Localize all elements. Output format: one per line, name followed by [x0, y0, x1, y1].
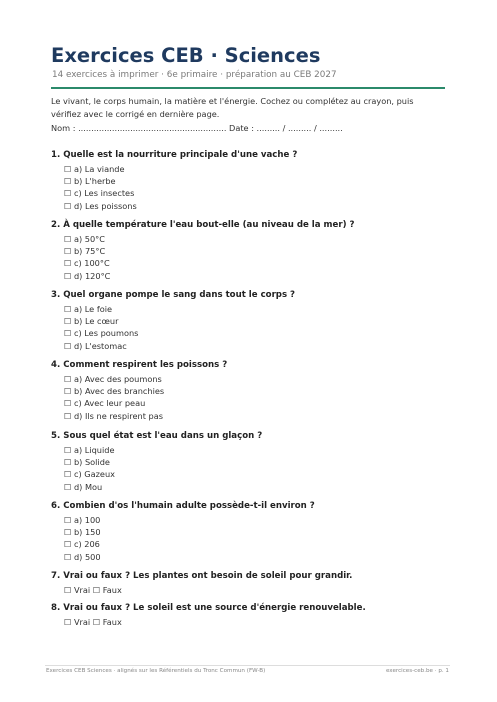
option-label: d) Ils ne respirent pas: [73, 410, 163, 421]
option-item[interactable]: [64, 514, 445, 526]
checkbox-icon[interactable]: ☐: [64, 200, 72, 211]
option-item[interactable]: [64, 245, 445, 257]
checkbox-icon[interactable]: ☐: [64, 386, 72, 397]
title-divider: [51, 87, 445, 89]
option-label: a) La viande: [73, 164, 125, 174]
checkbox-icon[interactable]: ☐: [64, 527, 72, 538]
checkbox-icon[interactable]: ☐: [64, 164, 72, 174]
question-text: [51, 150, 445, 161]
question-text: [51, 220, 445, 231]
options-list: [51, 373, 445, 422]
option-label: a) 50°C: [73, 234, 105, 244]
option-item[interactable]: [64, 397, 445, 409]
checkbox-icon[interactable]: ☐: [64, 585, 72, 595]
question-number: 7.: [51, 571, 61, 581]
question-4: [51, 360, 445, 422]
option-item[interactable]: [64, 538, 445, 550]
question-number: 4.: [51, 360, 61, 370]
true-label: Vrai: [73, 617, 91, 627]
option-item[interactable]: [64, 468, 445, 480]
checkbox-icon[interactable]: ☐: [64, 258, 72, 269]
footer-source: Exercices CEB Sciences · alignés sur les Référentiels du Tronc Commun (FW-B): [46, 668, 266, 674]
intro-text: Le vivant, le corps humain, la matière et l'énergie. Cochez ou complétez au crayon, puis vérifiez avec le corrigé en dernière page.: [51, 96, 414, 119]
question-label: Vrai ou faux ? Les plantes ont besoin de soleil pour grandir.: [63, 571, 353, 581]
question-8: [51, 603, 445, 628]
question-5: [51, 431, 445, 493]
options-list: [51, 163, 445, 212]
option-label: b) L'herbe: [73, 176, 116, 187]
option-label: c) 100°C: [73, 258, 110, 269]
checkbox-icon[interactable]: ☐: [64, 617, 72, 627]
checkbox-icon[interactable]: ☐: [92, 617, 101, 627]
option-item[interactable]: [64, 340, 445, 352]
option-label: c) Les poumons: [73, 328, 139, 339]
checkbox-icon[interactable]: ☐: [64, 445, 72, 455]
option-item[interactable]: [64, 385, 445, 397]
checkbox-icon[interactable]: ☐: [64, 481, 72, 492]
true-false-options: [51, 616, 445, 628]
checkbox-icon[interactable]: ☐: [64, 328, 72, 339]
page-subtitle: 14 exercices à imprimer · 6e primaire · préparation au CEB 2027: [52, 70, 337, 80]
question-6: [51, 501, 445, 563]
question-3: [51, 290, 445, 352]
question-2: [51, 220, 445, 282]
checkbox-icon[interactable]: ☐: [64, 457, 72, 468]
option-label: b) Avec des branchies: [73, 386, 165, 397]
checkbox-icon[interactable]: ☐: [64, 469, 72, 480]
option-item[interactable]: [64, 327, 445, 339]
question-number: 1.: [51, 150, 61, 160]
option-label: d) 500: [73, 551, 101, 562]
true-label: Vrai: [73, 585, 91, 595]
options-list: [51, 514, 445, 563]
true-option[interactable]: [64, 617, 90, 627]
false-option[interactable]: [93, 585, 122, 595]
checkbox-icon[interactable]: ☐: [64, 176, 72, 187]
option-label: d) Les poissons: [73, 200, 137, 211]
option-label: b) Solide: [73, 457, 110, 468]
option-label: a) Liquide: [73, 445, 115, 455]
option-label: c) Avec leur peau: [73, 398, 146, 409]
false-label: Faux: [102, 617, 122, 627]
checkbox-icon[interactable]: ☐: [64, 340, 72, 351]
option-item[interactable]: [64, 257, 445, 269]
question-text: [51, 501, 445, 512]
checkbox-icon[interactable]: ☐: [64, 188, 72, 199]
option-item[interactable]: [64, 481, 445, 493]
option-item[interactable]: [64, 163, 445, 175]
option-label: d) 120°C: [73, 270, 111, 281]
question-number: 5.: [51, 431, 61, 441]
checkbox-icon[interactable]: ☐: [64, 539, 72, 550]
question-number: 6.: [51, 501, 61, 511]
option-label: a) Avec des poumons: [73, 374, 162, 384]
question-number: 8.: [51, 603, 61, 613]
options-list: [51, 233, 445, 282]
question-label: Vrai ou faux ? Le soleil est une source d'énergie renouvelable.: [63, 603, 366, 613]
question-text: [51, 290, 445, 301]
option-label: d) L'estomac: [73, 340, 127, 351]
checkbox-icon[interactable]: ☐: [64, 374, 72, 384]
question-text: [51, 431, 445, 442]
question-label: Quelle est la nourriture principale d'une vache ?: [63, 150, 298, 160]
checkbox-icon[interactable]: ☐: [64, 246, 72, 257]
option-label: c) Gazeux: [73, 469, 115, 480]
option-item[interactable]: [64, 200, 445, 212]
option-item[interactable]: [64, 233, 445, 245]
false-label: Faux: [102, 585, 122, 595]
footer-page-number: exercices-ceb.be · p. 1: [385, 668, 449, 674]
option-label: a) Le foie: [73, 304, 113, 314]
checkbox-icon[interactable]: ☐: [92, 585, 101, 595]
question-1: [51, 150, 445, 212]
option-label: b) 75°C: [73, 246, 106, 257]
question-label: Sous quel état est l'eau dans un glaçon ?: [63, 431, 263, 441]
checkbox-icon[interactable]: ☐: [64, 234, 72, 244]
option-item[interactable]: [64, 315, 445, 327]
checkbox-icon[interactable]: ☐: [64, 551, 72, 562]
question-label: Comment respirent les poissons ?: [63, 360, 228, 370]
question-text: [51, 571, 445, 582]
option-item[interactable]: [64, 373, 445, 385]
option-item[interactable]: [64, 303, 445, 315]
option-item[interactable]: [64, 526, 445, 538]
checkbox-icon[interactable]: ☐: [64, 515, 72, 525]
question-text: [51, 360, 445, 371]
question-7: [51, 571, 445, 596]
option-item[interactable]: [64, 175, 445, 187]
option-item[interactable]: [64, 456, 445, 468]
question-number: 3.: [51, 290, 61, 300]
option-item[interactable]: [64, 444, 445, 456]
footer-divider: [45, 665, 450, 666]
question-text: [51, 603, 445, 614]
checkbox-icon[interactable]: ☐: [64, 410, 72, 421]
options-list: [51, 444, 445, 493]
name-date-line: Nom : ......................................................... Date : ......... / ......... / .........: [51, 123, 343, 133]
option-item[interactable]: [64, 551, 445, 563]
checkbox-icon[interactable]: ☐: [64, 304, 72, 314]
true-false-options: [51, 584, 445, 596]
option-label: b) 150: [73, 527, 101, 538]
option-label: c) Les insectes: [73, 188, 135, 199]
option-item[interactable]: [64, 187, 445, 199]
question-label: Combien d'os l'humain adulte possède-t-il environ ?: [63, 501, 315, 511]
option-label: d) Mou: [73, 481, 103, 492]
checkbox-icon[interactable]: ☐: [64, 316, 72, 327]
false-option[interactable]: [93, 617, 122, 627]
question-number: 2.: [51, 220, 61, 230]
checkbox-icon[interactable]: ☐: [64, 398, 72, 409]
option-item[interactable]: [64, 410, 445, 422]
option-label: b) Le cœur: [73, 316, 119, 327]
option-item[interactable]: [64, 270, 445, 282]
checkbox-icon[interactable]: ☐: [64, 270, 72, 281]
options-list: [51, 303, 445, 352]
option-label: c) 206: [73, 539, 100, 550]
page-title: Exercices CEB · Sciences: [51, 44, 321, 67]
question-label: Quel organe pompe le sang dans tout le corps ?: [63, 290, 296, 300]
true-option[interactable]: [64, 585, 90, 595]
option-label: a) 100: [73, 515, 101, 525]
question-label: À quelle température l'eau bout-elle (au niveau de la mer) ?: [63, 220, 355, 230]
